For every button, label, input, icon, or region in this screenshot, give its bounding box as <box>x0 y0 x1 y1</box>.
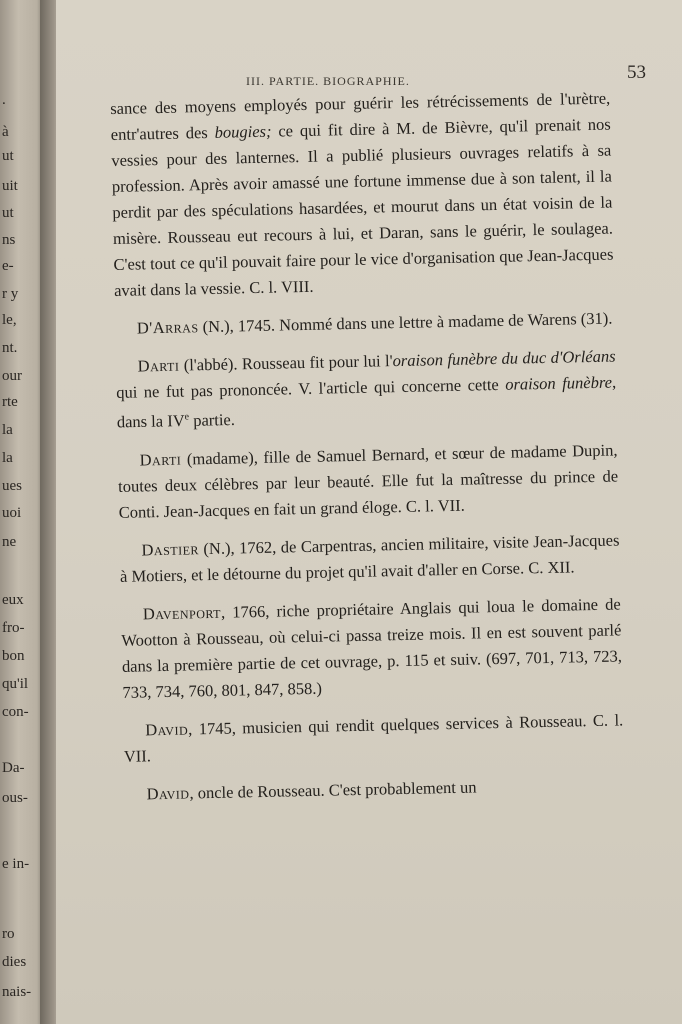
facing-page-fragment: ous- <box>2 790 28 806</box>
entry-darti-madame <box>117 437 619 525</box>
entry-text: , 1745, musicien qui rendit quelques services à Rousseau. C. l. VII. <box>123 709 624 766</box>
facing-page-fragment: our <box>2 368 22 384</box>
entry-name: David <box>146 782 190 803</box>
continuation-text-2: ce qui fit dire à M. de Bièvre, qu'il prenait nos vessies pour des lanternes. Il a publié plusieurs ouvrages relatifs à sa profession. Après avoir amassé une fortune immense due à son talent, il la perdit par des spéculations hasardées, et mourut dans un état voisin de la misère. Rousseau eut recours à lui, et Daran, sans le guérir, le soulagea. C'est tout ce qu'il pouvait faire pour le vice d'organisation que Jean-Jacques avait dans la vessie. C. l. VIII. <box>111 114 614 300</box>
facing-page-fragment: ns <box>2 232 16 248</box>
continuation-text: sance des moyens employés pour guérir les rétrécissements de l'urètre, entr'autres des <box>110 88 611 144</box>
facing-page-fragment: r y <box>2 286 19 302</box>
facing-page-fragment: qu'il <box>2 676 29 692</box>
entry-name: Dastier <box>141 538 200 559</box>
facing-page-fragment: e- <box>2 258 14 274</box>
entry-text: (l'abbé). Rousseau fit pour lui l' <box>179 351 393 375</box>
superscript: e <box>184 411 190 423</box>
facing-page-fragment: dies <box>2 954 27 970</box>
facing-page-fragment: la <box>2 450 13 466</box>
facing-page-fragment: rte <box>2 394 18 410</box>
entry-text: (N.), 1762, de Carpentras, ancien militaire, visite Jean-Jacques à Motiers, et le détourne du projet qu'il avait d'aller en Corse. C. XII. <box>119 529 620 586</box>
entry-darras <box>115 305 615 341</box>
entry-text: , oncle de Rousseau. C'est probablement un <box>189 776 477 802</box>
entry-name: D'Arras <box>136 317 199 338</box>
facing-page-fragment: le, <box>2 312 17 328</box>
entry-dastier <box>119 527 620 589</box>
body-text <box>110 86 625 820</box>
facing-page-fragment: . <box>2 92 6 108</box>
facing-page-fragment: ro <box>2 926 15 942</box>
entry-text: (madame), fille de Samuel Bernard, et sœur de madame Dupin, toutes deux célèbres par leur beauté. Elle fut la maîtresse du prince de Conti. Jean-Jacques en fait un grand éloge. C. l. VII. <box>117 439 619 522</box>
entry-text: , 1766, riche propriétaire Anglais qui loua le domaine de Wootton à Rousseau, où celui-ci passa treize mois. Il en est souvent parlé dans la première partie de cet ouvrage, p. 115 et suiv. (697, 701, 713, 723, 733, 734, 760, 801, 847, 858.) <box>121 593 623 702</box>
entry-text: qui ne fut pas prononcée. V. l'article qui concerne cette <box>116 374 506 402</box>
facing-page-fragment: e in- <box>2 856 30 872</box>
continuation-paragraph <box>110 86 614 304</box>
entry-davenport <box>121 591 623 705</box>
entry-text: partie. <box>188 409 236 430</box>
facing-page-fragment: con- <box>2 704 29 720</box>
entry-italic: oraison funèbre du duc d'Orléans <box>392 346 616 371</box>
facing-page-fragment: ut <box>2 148 14 164</box>
entry-name: David <box>145 719 189 739</box>
facing-page-fragment: bon <box>2 648 25 664</box>
facing-page-fragment: Da- <box>2 760 25 776</box>
page-number: 53 <box>627 62 646 83</box>
facing-page-fragment: nais- <box>2 984 32 1000</box>
facing-page-fragment: fro- <box>2 620 25 636</box>
entry-text: (N.), 1745. Nommé dans une lettre à madame de Warens (31). <box>198 308 613 337</box>
facing-page-fragment: ues <box>2 478 22 494</box>
facing-page-fragment: nt. <box>2 340 18 356</box>
facing-page-fragment: eux <box>2 592 24 608</box>
entry-david-oncle <box>124 771 624 807</box>
facing-page-fragment: uit <box>2 178 18 194</box>
entry-name: Davenport <box>142 602 222 623</box>
entry-name: Darti <box>137 355 180 376</box>
running-head: III. PARTIE. BIOGRAPHIE. <box>246 74 410 88</box>
facing-page-fragment: ne <box>2 534 17 550</box>
facing-page-fragment: ut <box>2 205 14 221</box>
entry-darti-abbe <box>115 343 617 435</box>
book-page <box>56 0 682 1024</box>
facing-page-fragment: uoi <box>2 505 22 521</box>
entry-david-musicien <box>123 707 624 769</box>
facing-page-fragment: à <box>2 124 9 140</box>
entry-text: , dans la IV <box>116 372 617 432</box>
entry-name: Darti <box>139 449 182 469</box>
facing-page-fragment: la <box>2 422 13 438</box>
continuation-italic: bougies; <box>214 121 272 142</box>
entry-italic: oraison funèbre <box>505 372 613 394</box>
